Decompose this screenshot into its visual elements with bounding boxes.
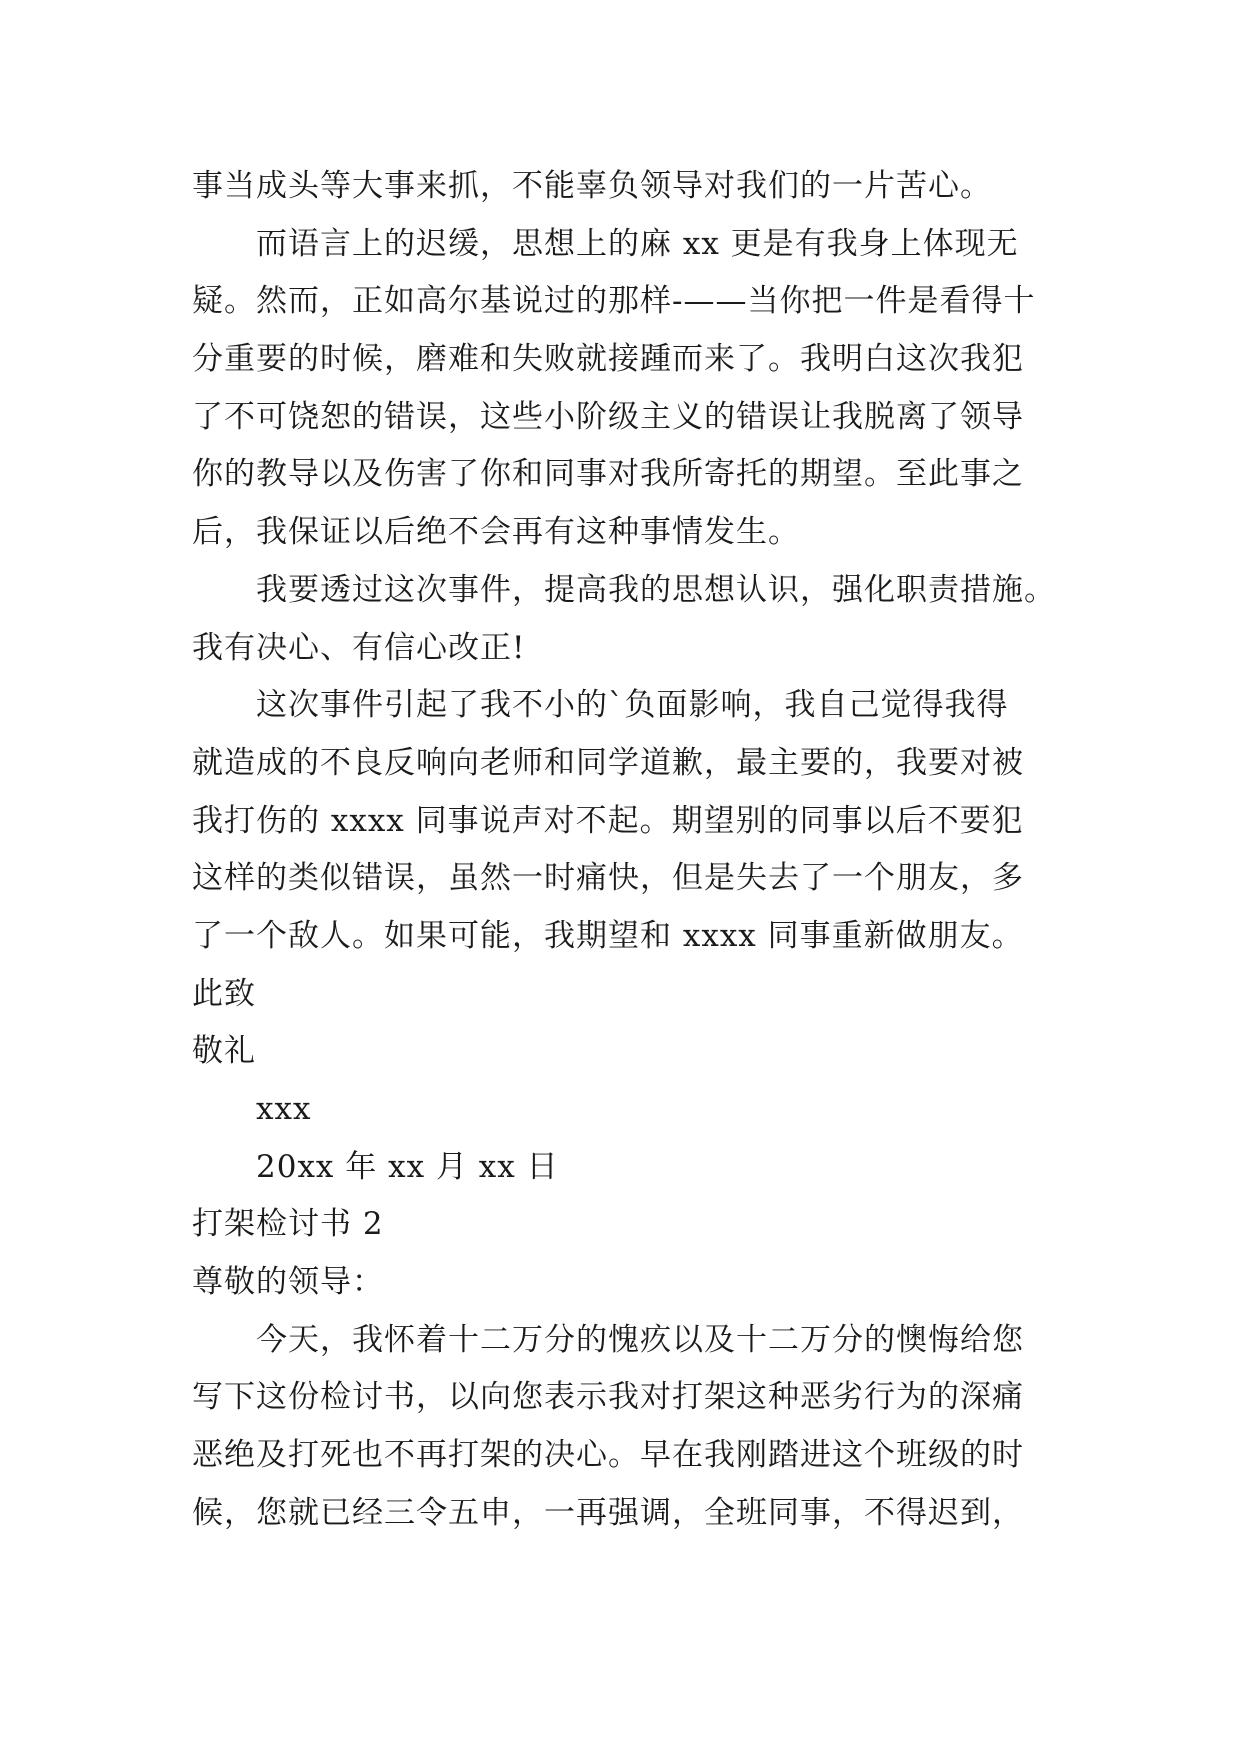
text-line: 我要透过这次事件，提高我的思想认识，强化职责措施。 — [256, 571, 1056, 608]
text-line: 我打伤的 xxxx 同事说声对不起。期望别的同事以后不要犯 — [192, 802, 1024, 839]
text-line: xxx — [256, 1091, 312, 1127]
text-line: 恶绝及打死也不再打架的决心。早在我刚踏进这个班级的时 — [192, 1437, 1024, 1474]
text-line: 疑。然而，正如高尔基说过的那样-——当你把一件是看得十 — [192, 283, 1036, 320]
text-line: 你的教导以及伤害了你和同事对我所寄托的期望。至此事之 — [192, 456, 1024, 493]
text-line: 打架检讨书 2 — [192, 1206, 384, 1243]
text-line: 就造成的不良反响向老师和同学道歉，最主要的，我要对被 — [192, 744, 1024, 781]
text-line: 事当成头等大事来抓，不能辜负领导对我们的一片苦心。 — [192, 168, 992, 204]
text-line: 20xx 年 xx 月 xx 日 — [256, 1148, 559, 1185]
text-line: 后，我保证以后绝不会再有这种事情发生。 — [192, 514, 800, 551]
text-line: 了不可饶恕的错误，这些小阶级主义的错误让我脱离了领导 — [192, 398, 1024, 435]
text-line: 尊敬的领导： — [192, 1264, 384, 1301]
text-line: 此致 — [192, 975, 256, 1012]
text-line: 敬礼 — [192, 1033, 256, 1070]
text-line: 了一个敌人。如果可能，我期望和 xxxx 同事重新做朋友。 — [192, 917, 1024, 954]
text-line: 这次事件引起了我不小的`负面影响，我自己觉得我得 — [256, 687, 1009, 724]
text-line: 我有决心、有信心改正! — [192, 629, 526, 666]
text-line: 而语言上的迟缓，思想上的麻 xx 更是有我身上体现无 — [256, 225, 1019, 262]
text-line: 分重要的时候，磨难和失败就接踵而来了。我明白这次我犯 — [192, 341, 1024, 378]
text-line: 写下这份检讨书，以向您表示我对打架这种恶劣行为的深痛 — [192, 1379, 1024, 1416]
document-body — [192, 158, 1072, 1543]
text-line: 今天，我怀着十二万分的愧疚以及十二万分的懊悔给您 — [256, 1321, 1024, 1358]
text-line: 这样的类似错误，虽然一时痛快，但是失去了一个朋友，多 — [192, 860, 1024, 897]
text-line: 候，您就已经三令五申，一再强调，全班同事，不得迟到， — [192, 1494, 1024, 1531]
